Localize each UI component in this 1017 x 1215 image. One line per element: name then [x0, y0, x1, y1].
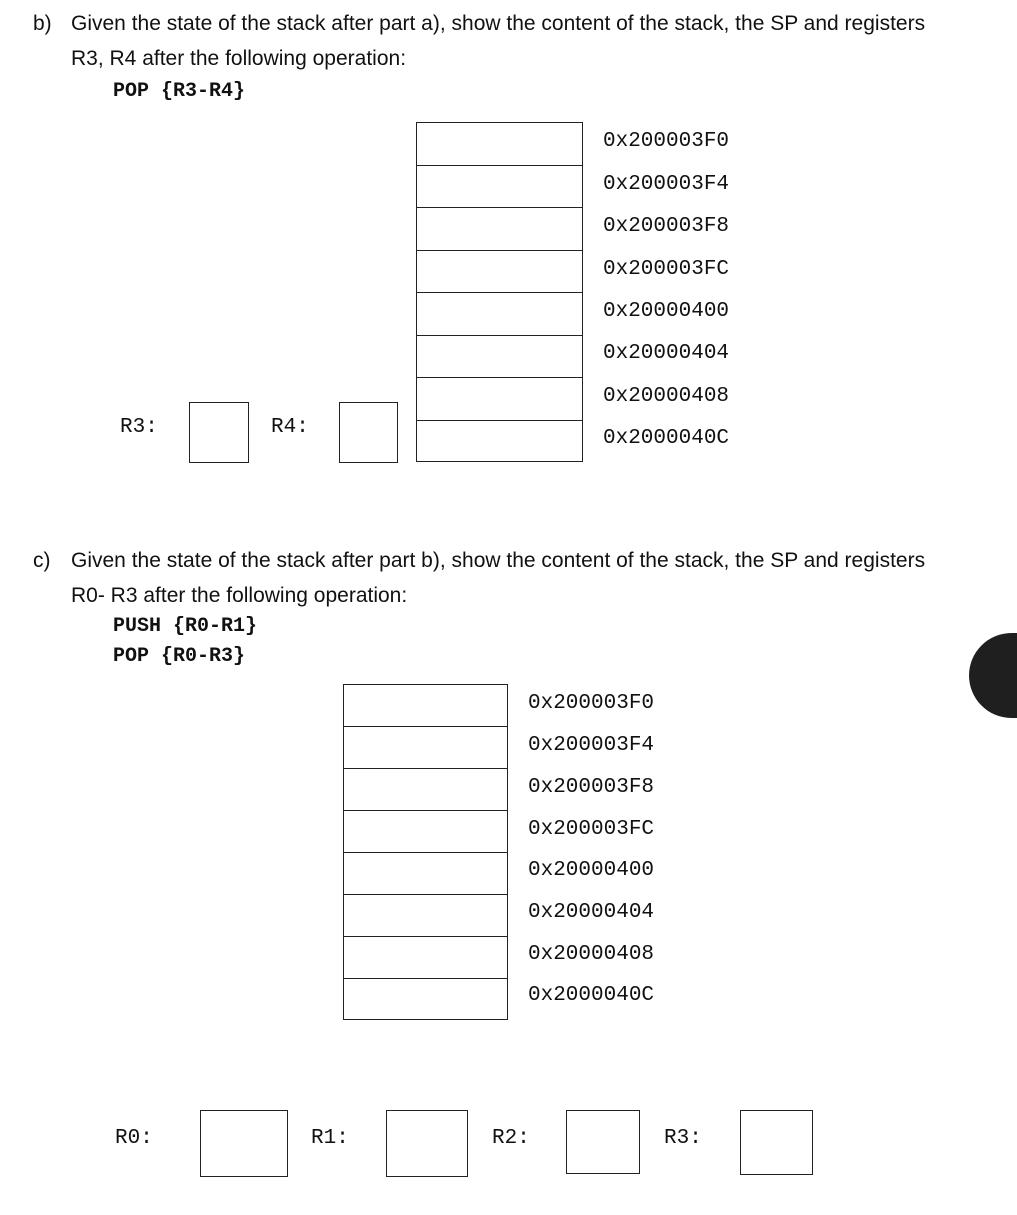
part-b-address: 0x20000404 — [603, 342, 730, 365]
part-b-address: 0x200003F8 — [603, 215, 730, 238]
part-c-register-r2-box[interactable] — [566, 1110, 640, 1174]
stack-cell-divider — [344, 978, 507, 979]
part-b-address: 0x20000400 — [603, 300, 730, 323]
part-b-address: 0x20000408 — [603, 385, 730, 408]
part-c-label: c) — [33, 549, 51, 572]
stack-cell-divider — [417, 292, 582, 293]
part-c-address: 0x20000400 — [528, 859, 655, 882]
part-b-code-pop: POP {R3-R4} — [113, 80, 246, 103]
part-c-question-line1: Given the state of the stack after part b), show the content of the stack, the SP and registers — [71, 549, 926, 572]
stack-cell-divider — [344, 852, 507, 853]
part-c-code-push: PUSH {R0-R1} — [113, 615, 258, 638]
part-b-question-line2: R3, R4 after the following operation: — [71, 47, 407, 70]
part-b-address: 0x200003FC — [603, 258, 730, 281]
part-b-label: b) — [33, 12, 52, 35]
stack-cell-divider — [344, 810, 507, 811]
part-b-register-r3-box[interactable] — [189, 402, 249, 463]
part-b-address: 0x2000040C — [603, 427, 730, 450]
part-c-address: 0x200003F4 — [528, 734, 655, 757]
part-c-register-r0-label: R0: — [115, 1127, 153, 1150]
stack-cell-divider — [417, 420, 582, 421]
part-c-address: 0x200003FC — [528, 818, 655, 841]
stack-cell-divider — [417, 165, 582, 166]
part-c-register-r0-box[interactable] — [200, 1110, 288, 1177]
part-b-stack — [416, 122, 583, 462]
stack-cell-divider — [417, 335, 582, 336]
stack-cell-divider — [344, 768, 507, 769]
part-b-register-r3-label: R3: — [120, 416, 158, 439]
stack-cell-divider — [417, 377, 582, 378]
stack-cell-divider — [344, 726, 507, 727]
stack-cell-divider — [417, 250, 582, 251]
part-c-register-r1-box[interactable] — [386, 1110, 468, 1177]
part-c-code-pop: POP {R0-R3} — [113, 645, 246, 668]
part-c-question-line2: R0- R3 after the following operation: — [71, 584, 408, 607]
part-b-register-r4-box[interactable] — [339, 402, 398, 463]
part-b-question-line1: Given the state of the stack after part a), show the content of the stack, the SP and registers — [71, 12, 926, 35]
part-c-register-r1-label: R1: — [311, 1127, 349, 1150]
part-c-stack — [343, 684, 508, 1020]
part-c-register-r3-box[interactable] — [740, 1110, 813, 1175]
side-tab[interactable] — [969, 633, 1017, 718]
part-c-register-r2-label: R2: — [492, 1127, 530, 1150]
part-b-register-r4-label: R4: — [271, 416, 309, 439]
part-c-address: 0x200003F0 — [528, 692, 655, 715]
stack-cell-divider — [417, 207, 582, 208]
part-c-address: 0x200003F8 — [528, 776, 655, 799]
part-b-address: 0x200003F4 — [603, 173, 730, 196]
part-b-address: 0x200003F0 — [603, 130, 730, 153]
part-c-address: 0x2000040C — [528, 984, 655, 1007]
part-c-address: 0x20000408 — [528, 943, 655, 966]
part-c-address: 0x20000404 — [528, 901, 655, 924]
part-c-register-r3-label: R3: — [664, 1127, 702, 1150]
stack-cell-divider — [344, 894, 507, 895]
stack-cell-divider — [344, 936, 507, 937]
